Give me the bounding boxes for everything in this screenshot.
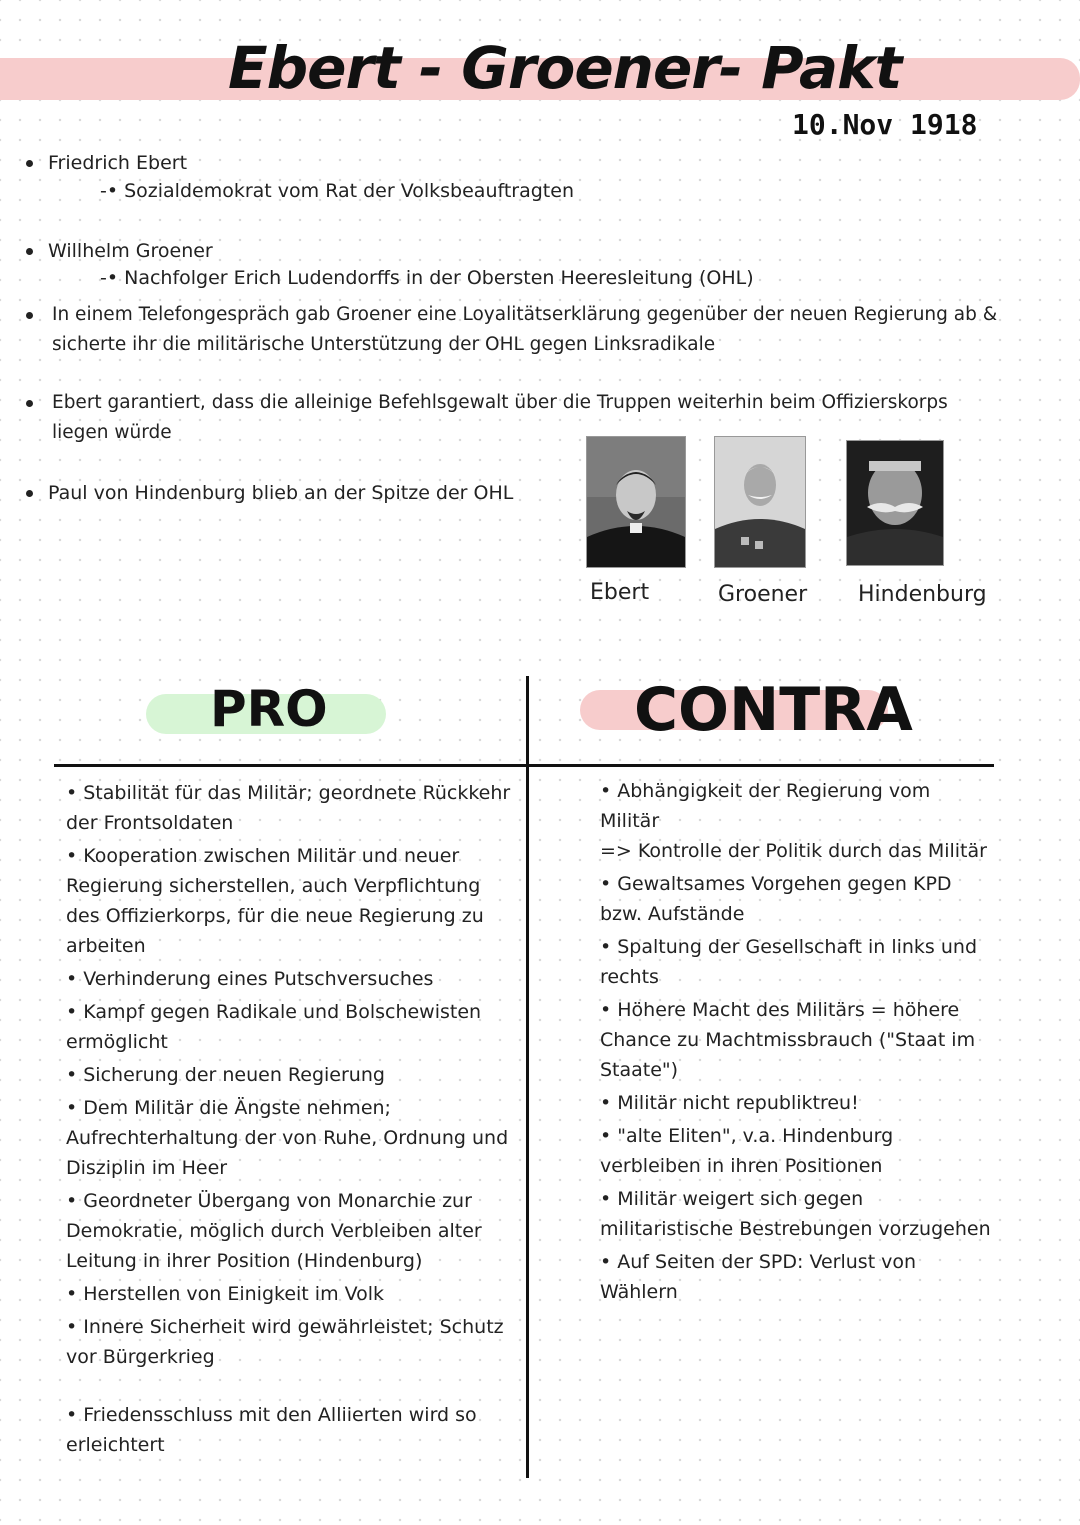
photo-ebert: [586, 436, 686, 568]
list-item: • Höhere Macht des Militärs = höhere Chance zu Machtmissbrauch ("Staat im Staate"): [600, 999, 976, 1081]
list-item: • Militär weigert sich gegen militaristische Bestrebungen vorzugehen: [600, 1188, 991, 1240]
bullet-dot: [26, 160, 33, 167]
list-item: • Verhinderung eines Putschversuches: [66, 968, 434, 990]
portrait-ebert-image: [587, 437, 685, 567]
list-item: • Militär nicht republiktreu!: [600, 1092, 859, 1114]
note-telefon-line2: sicherte ihr die militärische Unterstützung der OHL gegen Linksradikale: [52, 334, 716, 355]
page-title: Ebert - Groener- Pakt: [228, 34, 902, 102]
list-item: => Kontrolle der Politik durch das Militär: [600, 840, 987, 862]
list-item: • Geordneter Übergang von Monarchie zur Demokratie, möglich durch Verbleiben alter Leitung in ihrer Position (Hindenburg): [66, 1190, 482, 1272]
note-ebert-desc: -• Sozialdemokrat vom Rat der Volksbeauftragten: [100, 180, 574, 202]
caption-hindenburg: Hindenburg: [858, 582, 987, 607]
note-groener-desc: -• Nachfolger Erich Ludendorffs in der Obersten Heeresleitung (OHL): [100, 267, 754, 289]
list-item: • Herstellen von Einigkeit im Volk: [66, 1283, 385, 1305]
list-item: • Auf Seiten der SPD: Verlust von Wählern: [600, 1251, 917, 1303]
note-ebert-name: Friedrich Ebert: [48, 152, 188, 174]
list-item: • Spaltung der Gesellschaft in links und rechts: [600, 936, 978, 988]
pro-heading: PRO: [210, 680, 328, 738]
list-item: • Sicherung der neuen Regierung: [66, 1064, 385, 1086]
list-item: • Stabilität für das Militär; geordnete Rückkehr der Frontsoldaten: [66, 782, 511, 834]
contra-list: [600, 776, 992, 1310]
photo-groener: [714, 436, 806, 568]
bullet-dot: [26, 312, 33, 319]
note-befehl-line2: liegen würde: [52, 422, 172, 443]
bullet-dot: [26, 400, 33, 407]
list-item: • Kooperation zwischen Militär und neuer Regierung sicherstellen, auch Verpflichtung des Offizierkorps, für die neue Regierung zu arbeiten: [66, 845, 484, 957]
date-label: 10.Nov 1918: [792, 108, 978, 141]
list-item: • Abhängigkeit der Regierung vom Militär: [600, 780, 931, 832]
contra-heading: CONTRA: [634, 675, 913, 745]
bullet-dot: [26, 248, 33, 255]
list-item: • Friedensschluss mit den Alliierten wird so erleichtert: [66, 1404, 477, 1456]
portrait-hindenburg-image: [847, 441, 943, 565]
list-item: • Dem Militär die Ängste nehmen; Aufrechterhaltung der von Ruhe, Ordnung und Disziplin im Heer: [66, 1097, 509, 1179]
note-telefon-line1: In einem Telefongespräch gab Groener eine Loyalitätserklärung gegenüber der neuen Regierung ab &: [52, 304, 998, 325]
list-item: • "alte Eliten", v.a. Hindenburg verbleiben in ihren Positionen: [600, 1125, 894, 1177]
note-groener-name: Willhelm Groener: [48, 240, 213, 262]
bullet-dot: [26, 490, 33, 497]
table-horizontal-rule: [54, 764, 994, 767]
pro-list: [66, 778, 514, 1463]
caption-groener: Groener: [718, 582, 808, 607]
list-item: • Innere Sicherheit wird gewährleistet; Schutz vor Bürgerkrieg: [66, 1316, 504, 1368]
note-hindenburg: Paul von Hindenburg blieb an der Spitze der OHL: [48, 482, 514, 504]
table-vertical-rule: [526, 676, 529, 1478]
list-item: • Kampf gegen Radikale und Bolschewisten ermöglicht: [66, 1001, 482, 1053]
caption-ebert: Ebert: [590, 580, 650, 605]
list-item: • Gewaltsames Vorgehen gegen KPD bzw. Aufstände: [600, 873, 952, 925]
note-befehl-line1: Ebert garantiert, dass die alleinige Befehlsgewalt über die Truppen weiterhin beim Offizierskorps: [52, 392, 948, 413]
photo-hindenburg: [846, 440, 944, 566]
portrait-groener-image: [715, 437, 805, 567]
